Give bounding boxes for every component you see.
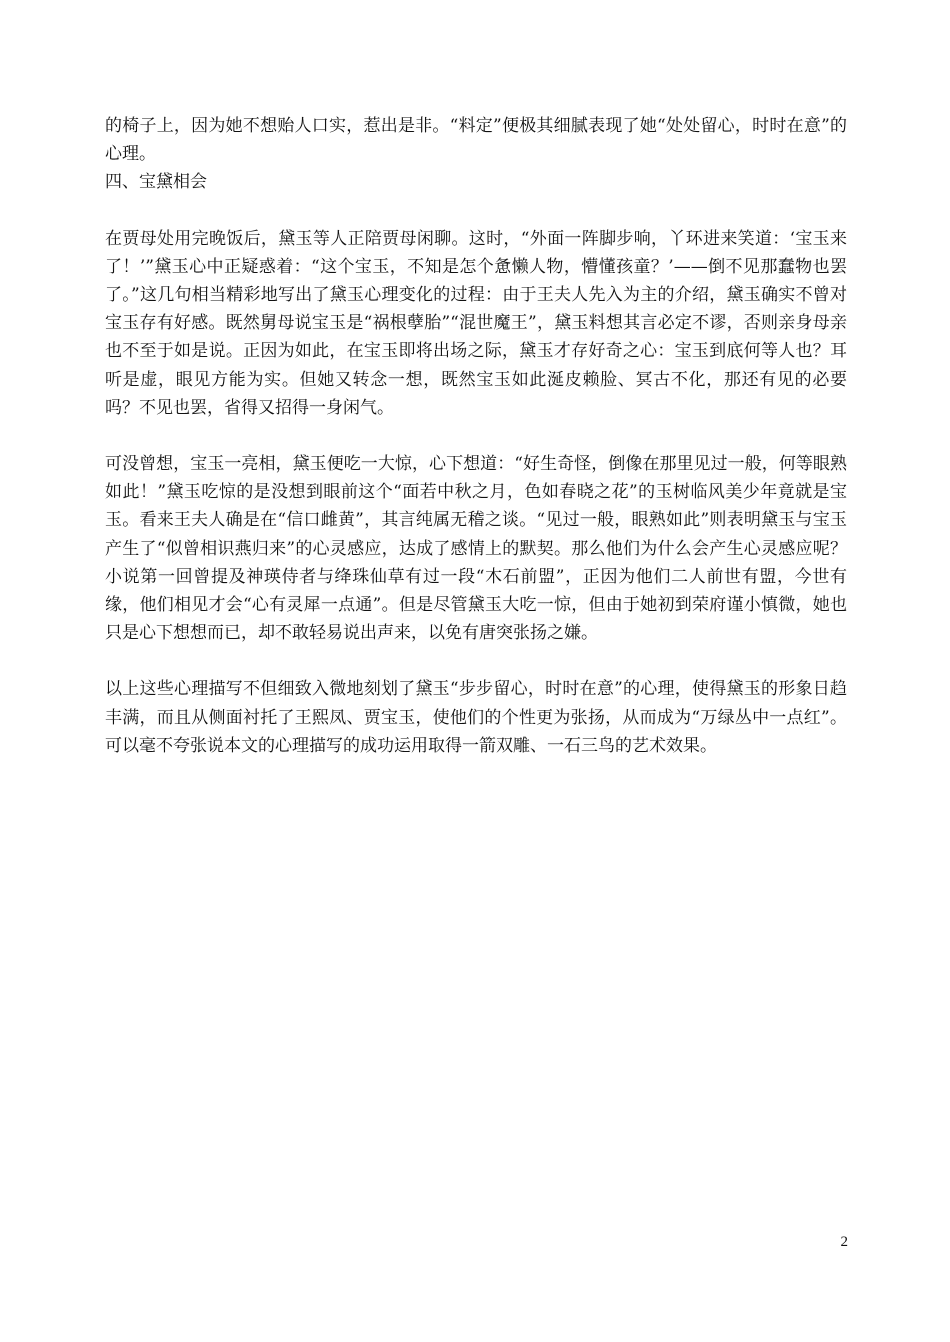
document-body	[105, 112, 847, 760]
page-number: 2	[840, 1234, 848, 1250]
paragraph: 以上这些心理描写不但细致入微地刻划了黛玉“步步留心，时时在意”的心理，使得黛玉的形象日趋丰满，而且从侧面衬托了王熙凤、贾宝玉，使他们的个性更为张扬，从而成为“万绿丛中一点红”。可以毫不夸张说本文的心理描写的成功运用取得一箭双雕、一石三鸟的艺术效果。	[105, 679, 847, 756]
paragraph: 可没曾想，宝玉一亮相，黛玉便吃一大惊，心下想道：“好生奇怪，倒像在那里见过一般，何等眼熟如此！”黛玉吃惊的是没想到眼前这个“面若中秋之月，色如春晓之花”的玉树临风美少年竟就是宝玉。看来王夫人确是在“信口雌黄”，其言纯属无稽之谈。“见过一般，眼熟如此”则表明黛玉与宝玉产生了“似曾相识燕归来”的心灵感应，达成了感情上的默契。那么他们为什么会产生心灵感应呢？小说第一回曾提及神瑛侍者与绛珠仙草有过一段“木石前盟”，正因为他们二人前世有盟，今世有缘，他们相见才会“心有灵犀一点通”。但是尽管黛玉大吃一惊，但由于她初到荣府谨小慎微，她也只是心下想想而已，却不敢轻易说出声来，以免有唐突张扬之嫌。	[105, 454, 847, 644]
paragraph-continued: 的椅子上，因为她不想贻人口实，惹出是非。“料定”便极其细腻表现了她“处处留心，时时在意”的心理。	[105, 116, 847, 165]
section-heading: 四、宝黛相会	[105, 172, 207, 193]
paragraph: 在贾母处用完晚饭后，黛玉等人正陪贾母闲聊。这时，“外面一阵脚步响，丫环进来笑道：‘宝玉来了！’”黛玉心中正疑惑着：“这个宝玉，不知是怎个惫懒人物，懵懂孩童？’——倒不见那蠢物也罢了。”这几句相当精彩地写出了黛玉心理变化的过程：由于王夫人先入为主的介绍，黛玉确实不曾对宝玉存有好感。既然舅母说宝玉是“祸根孽胎”“混世魔王”，黛玉料想其言必定不谬，否则亲身母亲也不至于如是说。正因为如此，在宝玉即将出场之际，黛玉才存好奇之心：宝玉到底何等人也？耳听是虚，眼见方能为实。但她又转念一想，既然宝玉如此涎皮赖脸、冥古不化，那还有见的必要吗？不见也罢，省得又招得一身闲气。	[105, 228, 847, 418]
